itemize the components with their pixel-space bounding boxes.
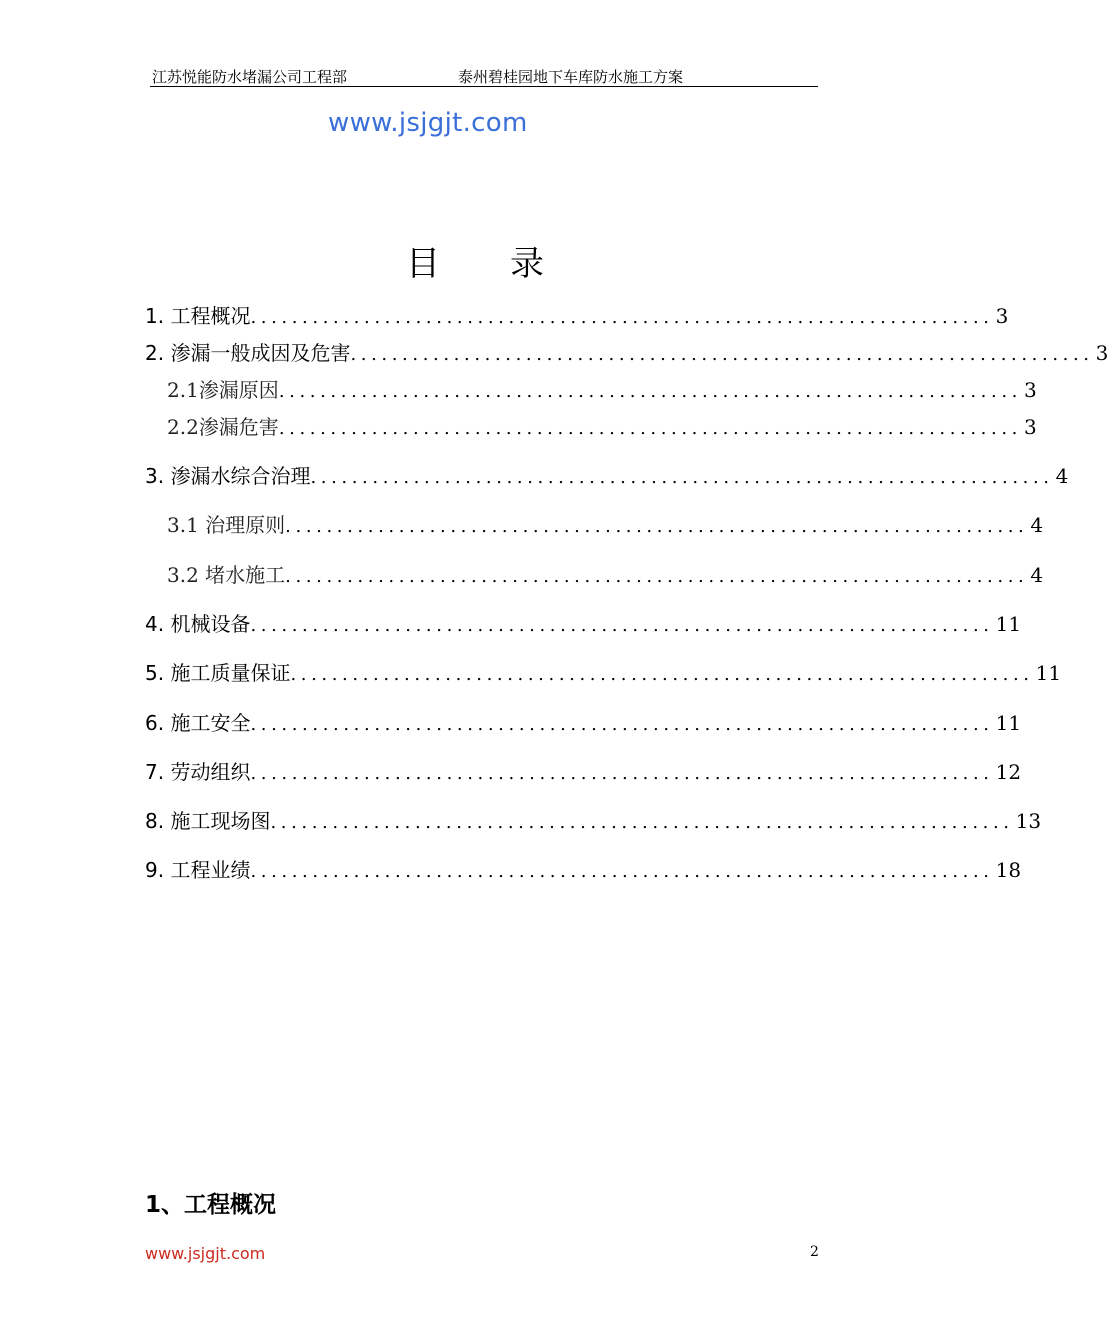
- toc-entry-page: 4: [1030, 513, 1044, 537]
- toc-entry-label: 5. 施工质量保证: [145, 661, 291, 685]
- toc-entry[interactable]: [145, 608, 1022, 636]
- toc-entry-label: 2. 渗漏一般成因及危害: [145, 341, 351, 365]
- toc-leader-dots: ........................................................................: [250, 861, 994, 882]
- toc-entry-label: 4. 机械设备: [145, 612, 251, 636]
- header-company: 江苏悦能防水堵漏公司工程部: [152, 68, 348, 86]
- toc-entry[interactable]: [167, 559, 1044, 587]
- toc-leader-dots: ........................................................................: [278, 418, 1022, 439]
- toc-entry[interactable]: [145, 805, 1042, 833]
- toc-entry[interactable]: [145, 460, 1069, 488]
- toc-entry-page: 11: [995, 711, 1022, 735]
- toc-leader-dots: ........................................................................: [250, 714, 994, 735]
- toc-entry-page: 3: [1023, 378, 1037, 402]
- footer-website-link[interactable]: www.jsjgjt.com: [145, 1244, 266, 1263]
- toc-entry-label: 3.1 治理原则: [167, 513, 286, 537]
- toc-entry-page: 3: [1023, 415, 1037, 439]
- page-number: 2: [810, 1244, 819, 1260]
- toc-leader-dots: ........................................................................: [250, 615, 994, 636]
- toc-entry[interactable]: [145, 300, 1009, 328]
- toc-entry-label: 6. 施工安全: [145, 711, 251, 735]
- toc-entry-page: 12: [995, 760, 1022, 784]
- toc-entry[interactable]: [145, 707, 1022, 735]
- website-link[interactable]: www.jsjgjt.com: [328, 108, 528, 138]
- toc-entry-label: 7. 劳动组织: [145, 760, 251, 784]
- toc-entry-label: 2.2渗漏危害: [167, 415, 279, 439]
- toc-leader-dots: ........................................................................: [250, 307, 994, 328]
- toc-leader-dots: ........................................................................: [270, 812, 1014, 833]
- toc-entry-label: 1. 工程概况: [145, 304, 251, 328]
- toc-leader-dots: ........................................................................: [310, 467, 1054, 488]
- toc-entry-page: 13: [1015, 809, 1042, 833]
- toc-leader-dots: ........................................................................: [350, 344, 1094, 365]
- toc-entry-label: 2.1渗漏原因: [167, 378, 279, 402]
- toc-entry-label: 3. 渗漏水综合治理: [145, 464, 311, 488]
- toc-entry[interactable]: [167, 411, 1037, 439]
- toc-entry[interactable]: [167, 509, 1044, 537]
- toc-entry-page: 3: [1095, 341, 1108, 365]
- header-document-title: 泰州碧桂园地下车库防水施工方案: [458, 68, 684, 86]
- toc-leader-dots: ........................................................................: [278, 381, 1022, 402]
- toc-title: 目录: [406, 244, 614, 284]
- toc-entry-page: 11: [1035, 661, 1062, 685]
- toc-entry[interactable]: [145, 337, 1108, 365]
- toc-entry-page: 11: [995, 612, 1022, 636]
- toc-entry-label: 3.2 堵水施工: [167, 563, 286, 587]
- toc-leader-dots: ........................................................................: [290, 664, 1034, 685]
- toc-entry-page: 18: [995, 858, 1022, 882]
- toc-entry-page: 4: [1030, 563, 1044, 587]
- toc-entry[interactable]: [145, 756, 1022, 784]
- toc-entry[interactable]: [145, 657, 1062, 685]
- toc-leader-dots: ........................................................................: [250, 763, 994, 784]
- toc-entry-page: 3: [995, 304, 1009, 328]
- toc-leader-dots: ........................................................................: [285, 566, 1029, 587]
- toc-entry-page: 4: [1055, 464, 1069, 488]
- section-heading: 1、工程概况: [145, 1192, 277, 1218]
- toc-leader-dots: ........................................................................: [285, 516, 1029, 537]
- toc-entry[interactable]: [167, 374, 1037, 402]
- page-header: [150, 66, 818, 87]
- toc-entry-label: 9. 工程业绩: [145, 858, 251, 882]
- toc-entry-label: 8. 施工现场图: [145, 809, 271, 833]
- toc-entry[interactable]: [145, 854, 1022, 882]
